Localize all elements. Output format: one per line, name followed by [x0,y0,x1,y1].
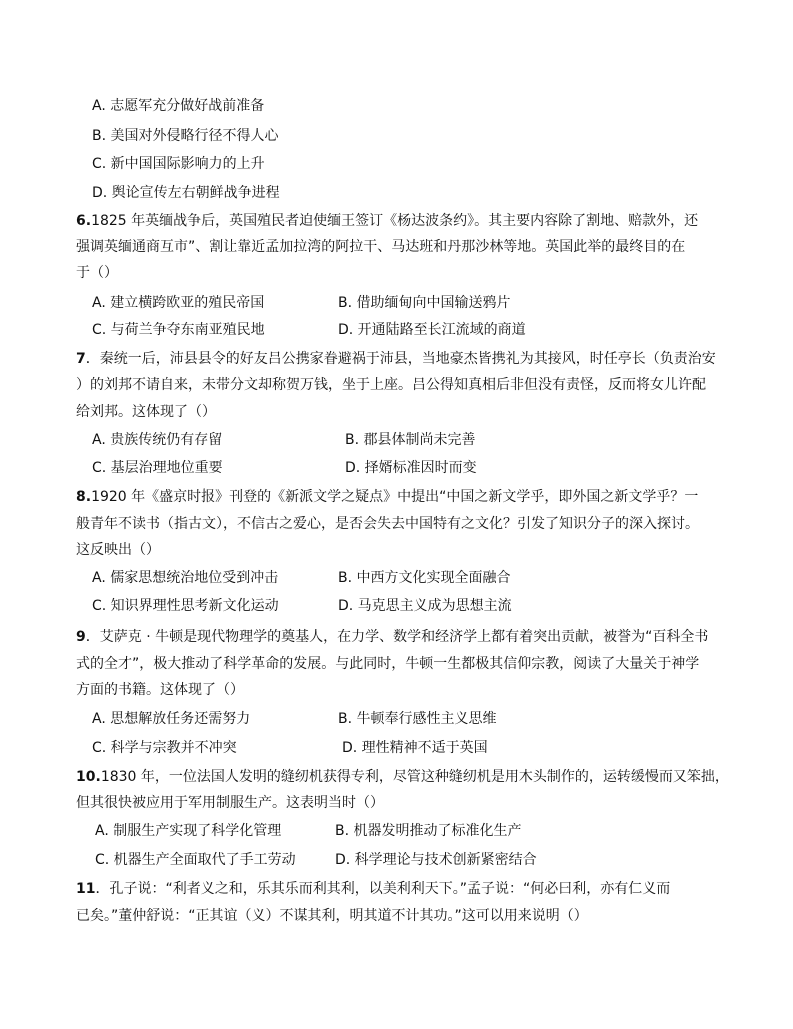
q8-option-c: C. 知识界理性思考新文化运动 [92,598,279,614]
q8-option-b: B. 中西方文化实现全面融合 [338,570,511,586]
q9-option-c: C. 科学与宗教并不冲突 [92,740,237,756]
q8-stem-line-3: 这反映出（） [76,542,160,558]
q7-option-b: B. 郡县体制尚未完善 [345,432,476,448]
q10-option-d: D. 科学理论与技术创新紧密结合 [335,852,537,868]
q8-stem-line-1: 8.1920 年《盛京时报》刊登的《新派文学之疑点》中提出“中国之新文学乎，即外国之新文学乎？一 [76,489,699,505]
q5-option-c: C. 新中国国际影响力的上升 [92,156,265,172]
q5-option-b: B. 美国对外侵略行径不得人心 [92,128,279,144]
q9-stem-line-1: 9．艾萨克 · 牛顿是现代物理学的奠基人，在力学、数学和经济学上都有着突出贡献，被誉为“百科全书 [76,629,709,645]
q9-option-b: B. 牛顿奉行感性主义思维 [338,711,497,727]
q6-option-d: D. 开通陆路至长江流域的商道 [338,322,526,338]
q6-stem-line-3: 于（） [76,265,118,281]
q5-option-a: A. 志愿军充分做好战前准备 [92,98,265,114]
q10-option-a: A. 制服生产实现了科学化管理 [95,823,282,839]
q10-number: 10. [76,769,101,785]
q8-stem-line-2: 般青年不读书（指古文），不信古之爱心，是否会失去中国特有之文化？引发了知识分子的深入探讨。 [76,516,699,532]
q7-stem-line-2: ）的刘邦不请自来，未带分文却称贺万钱，坐于上座。吕公得知真相后非但没有责怪，反而将女儿许配 [76,377,706,393]
q6-option-c: C. 与荷兰争夺东南亚殖民地 [92,322,265,338]
q11-stem-line-1: 11．孔子说：“利者义之和，乐其乐而利其利，以美利利天下。”孟子说：“何必曰利，亦有仁义而 [76,881,671,897]
q9-option-d: D. 理性精神不适于英国 [342,740,488,756]
q7-option-d: D. 择婿标准因时而变 [345,460,477,476]
q10-stem-line-2: 但其很快被应用于军用制服生产。这表明当时（） [76,795,384,811]
q6-number: 6. [76,213,92,229]
q8-option-a: A. 儒家思想统治地位受到冲击 [92,570,279,586]
q7-number: 7 [76,351,86,367]
q10-stem-line-1: 10.1830 年，一位法国人发明的缝纫机获得专利，尽管这种缝纫机是用木头制作的，运转缓慢而又笨拙， [76,769,729,785]
q11-number: 11 [76,881,96,897]
q7-stem-line-1: 7．秦统一后，沛县县令的好友吕公携家眷避祸于沛县，当地豪杰皆携礼为其接风，时任亭长（负责治安 [76,351,716,367]
q6-stem-line-2: 强调英缅通商互市”、割让靠近孟加拉湾的阿拉干、马达班和丹那沙林等地。英国此举的最终目的在 [76,239,686,255]
q8-option-d: D. 马克思主义成为思想主流 [338,598,512,614]
q6-option-a: A. 建立横跨欧亚的殖民帝国 [92,295,265,311]
q9-option-a: A. 思想解放任务还需努力 [92,711,251,727]
q10-option-b: B. 机器发明推动了标准化生产 [335,823,522,839]
q6-stem-line-1: 6.1825 年英缅战争后，英国殖民者迫使缅王签订《杨达波条约》。其主要内容除了割地、赔款外，还 [76,213,699,229]
q6-option-b: B. 借助缅甸向中国输送鸦片 [338,295,511,311]
q10-option-c: C. 机器生产全面取代了手工劳动 [95,852,296,868]
q11-stem-line-2: 已矣。”董仲舒说：“正其谊（义）不谋其利，明其道不计其功。”这可以用来说明（） [76,908,588,924]
q9-number: 9 [76,629,86,645]
q7-option-c: C. 基层治理地位重要 [92,460,223,476]
q9-stem-line-2: 式的全才”，极大推动了科学革命的发展。与此同时，牛顿一生都极其信仰宗教，阅读了大量关于神学 [76,656,700,672]
q8-number: 8. [76,489,92,505]
q7-stem-line-3: 给刘邦。这体现了（） [76,404,216,420]
q9-stem-line-3: 方面的书籍。这体现了（） [76,682,244,698]
q7-option-a: A. 贵族传统仍有存留 [92,432,223,448]
q5-option-d: D. 舆论宣传左右朝鲜战争进程 [92,185,280,201]
